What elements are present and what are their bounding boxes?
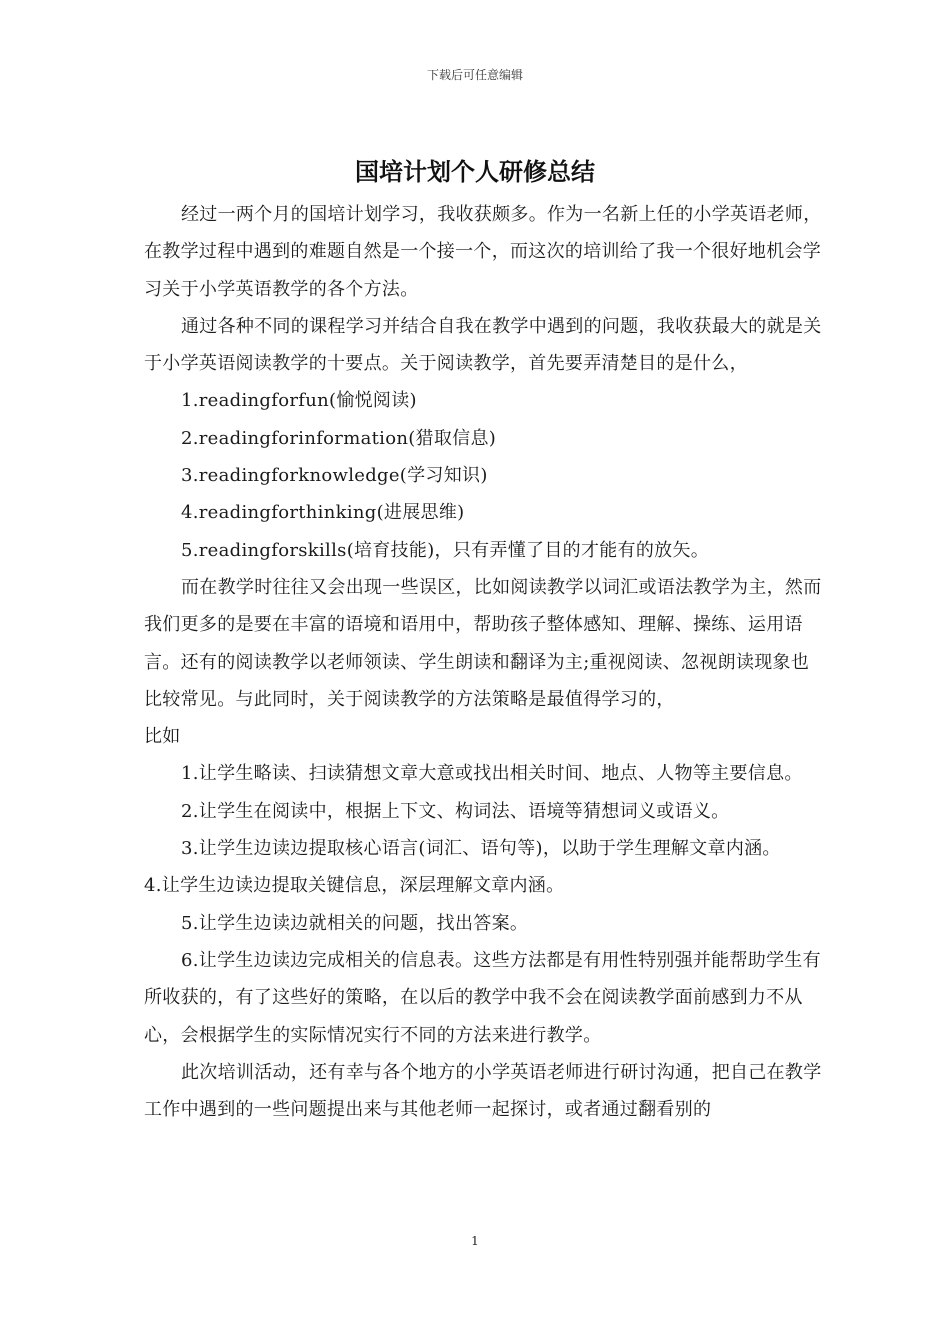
document-title: 国培计划个人研修总结 (355, 158, 595, 186)
page-number: 1 (471, 1234, 479, 1248)
list-item-reading-for-skills: 5.readingforskills(培育技能)，只有弄懂了目的才能有的放矢。 (181, 539, 710, 561)
list-item-reading-for-fun: 1.readingforfun(愉悦阅读) (181, 390, 417, 412)
list-item-strategy-2: 2.让学生在阅读中，根据上下文、构词法、语境等猜想词义或语义。 (181, 800, 730, 822)
list-item-reading-for-information: 2.readingforinformation(猎取信息) (181, 427, 497, 449)
paragraph-exchange: 此次培训活动，还有幸与各个地方的小学英语老师进行研讨沟通，把自己在教学工作中遇到的一些问题提出来与其他老师一起探讨，或者通过翻看别的 (144, 1061, 822, 1121)
paragraph-for-example: 比如 (144, 726, 181, 748)
list-item-strategy-6: 6.让学生边读边完成相关的信息表。这些方法都是有用性特别强并能帮助学生有所收获的，有了这些好的策略，在以后的教学中我不会在阅读教学面前感到力不从心，会根据学生的实际情况实行不同的方法来进行教学。 (144, 949, 821, 1046)
list-item-strategy-3: 3.让学生边读边提取核心语言(词汇、语句等)，以助于学生理解文章内涵。 (181, 838, 781, 860)
document-body (144, 196, 824, 1128)
paragraph-reading-goals: 通过各种不同的课程学习并结合自我在教学中遇到的问题，我收获最大的就是关于小学英语阅读教学的十要点。关于阅读教学，首先要弄清楚目的是什么， (144, 315, 822, 375)
paragraph-misconceptions: 而在教学时往往又会出现一些误区，比如阅读教学以词汇或语法教学为主，然而我们更多的是要在丰富的语境和语用中，帮助孩子整体感知、理解、操练、运用语言。还有的阅读教学以老师领读、学生朗读和翻译为主;重视阅读、忽视朗读现象也比较常见。与此同时，关于阅读教学的方法策略是最值得学习的， (144, 576, 822, 710)
paragraph-intro: 经过一两个月的国培计划学习，我收获颇多。作为一名新上任的小学英语老师，在教学过程中遇到的难题自然是一个接一个，而这次的培训给了我一个很好地机会学习关于小学英语教学的各个方法。 (144, 204, 822, 300)
list-item-reading-for-thinking: 4.readingforthinking(进展思维) (181, 502, 465, 524)
page-header-note: 下载后可任意编辑 (426, 68, 523, 82)
list-item-strategy-4: 4.让学生边读边提取关键信息，深层理解文章内涵。 (144, 875, 565, 897)
list-item-strategy-5: 5.让学生边读边就相关的问题，找出答案。 (181, 912, 529, 934)
list-item-strategy-1: 1.让学生略读、扫读猜想文章大意或找出相关时间、地点、人物等主要信息。 (181, 763, 803, 785)
list-item-reading-for-knowledge: 3.readingforknowledge(学习知识) (181, 465, 488, 487)
